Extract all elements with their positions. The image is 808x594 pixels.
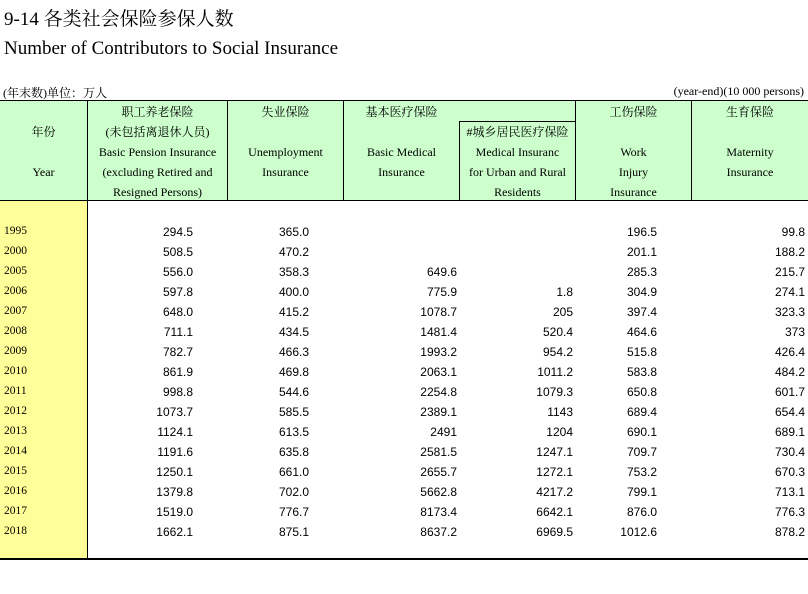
header-unemployment-en1: Unemployment: [248, 145, 323, 159]
cell-medical: 2655.7: [420, 465, 457, 479]
cell-pension: 1191.6: [157, 445, 193, 459]
cell-unemployment: 661.0: [278, 465, 309, 479]
cell-injury: 304.9: [626, 285, 657, 299]
cell-injury: 650.8: [626, 385, 657, 399]
header-maternity-cn: 生育保险: [725, 105, 774, 119]
cell-year: 2018: [4, 525, 27, 537]
header-unemployment-en2: Insurance: [262, 165, 309, 179]
cell-pension: 1250.1: [156, 465, 193, 479]
table-row: [0, 422, 808, 442]
cell-pension: 597.8: [162, 285, 193, 299]
header-injury-en1: Work: [620, 145, 647, 159]
cell-injury: 196.5: [626, 225, 657, 239]
cell-unemployment: 400.0: [278, 285, 309, 299]
cell-urban-rural: 954.2: [542, 345, 573, 359]
cell-injury: 464.6: [626, 325, 657, 339]
cell-maternity: 484.2: [774, 365, 805, 379]
cell-pension: 861.9: [162, 365, 193, 379]
header-maternity-en1: Maternity: [726, 145, 774, 159]
cell-urban-rural: 1.8: [556, 285, 573, 299]
cell-medical: 2063.1: [420, 365, 457, 379]
cell-medical: 2389.1: [420, 405, 457, 419]
cell-medical: 2581.5: [420, 445, 457, 459]
cell-urban-rural: 1204: [546, 425, 573, 439]
cell-medical: 5662.8: [420, 485, 457, 499]
cell-pension: 1379.8: [156, 485, 193, 499]
cell-maternity: 373: [784, 325, 805, 339]
header-medical-cn: 基本医疗保险: [365, 105, 438, 119]
cell-maternity: 730.4: [774, 445, 805, 459]
cell-injury: 876.0: [626, 505, 657, 519]
header-pension-cn2: (未包括离退休人员): [105, 125, 210, 139]
table-row: [0, 262, 808, 282]
cell-year: 2012: [4, 405, 27, 417]
cell-unemployment: 415.2: [278, 305, 309, 319]
cell-urban-rural: 1272.1: [536, 465, 573, 479]
unit-label-en: (year-end)(10 000 persons): [673, 84, 804, 98]
cell-pension: 711.1: [163, 325, 193, 339]
cell-pension: 1073.7: [156, 405, 193, 419]
header-pension-en3: Resigned Persons): [113, 185, 202, 199]
table-row: [0, 362, 808, 382]
header-pension-en2: (excluding Retired and: [102, 165, 213, 179]
header-year-cn: 年份: [31, 125, 56, 139]
cell-year: 2007: [4, 305, 27, 317]
cell-urban-rural: 4217.2: [536, 485, 573, 499]
cell-year: 1995: [4, 225, 27, 237]
table-row: [0, 502, 808, 522]
header-pension-cn1: 职工养老保险: [121, 105, 194, 119]
header-injury-en3: Insurance: [610, 185, 657, 199]
table-row: [0, 482, 808, 502]
header-maternity-en2: Insurance: [726, 165, 774, 179]
cell-urban-rural: 1079.3: [536, 385, 573, 399]
table-row: [0, 242, 808, 262]
cell-urban-rural: 1143: [547, 405, 573, 419]
cell-maternity: 601.7: [774, 385, 805, 399]
cell-maternity: 188.2: [774, 245, 805, 259]
cell-injury: 690.1: [626, 425, 657, 439]
table-row: [0, 302, 808, 322]
cell-year: 2015: [4, 465, 27, 477]
cell-injury: 583.8: [626, 365, 657, 379]
cell-medical: 1993.2: [420, 345, 457, 359]
table-row: [0, 442, 808, 462]
header-injury-cn: 工伤保险: [609, 105, 658, 119]
cell-unemployment: 358.3: [278, 265, 309, 279]
cell-medical: 1078.7: [420, 305, 457, 319]
cell-medical: 2254.8: [420, 385, 457, 399]
header-urban-rural-en1: Medical Insuranc: [475, 145, 560, 159]
cell-injury: 285.3: [626, 265, 657, 279]
cell-urban-rural: 520.4: [542, 325, 573, 339]
cell-unemployment: 469.8: [278, 365, 309, 379]
cell-injury: 397.4: [626, 305, 657, 319]
table-title-cn: 9-14 各类社会保险参保人数: [4, 9, 234, 30]
cell-pension: 294.5: [162, 225, 193, 239]
cell-pension: 556.0: [162, 265, 193, 279]
cell-urban-rural: 205: [552, 305, 573, 319]
cell-pension: 1124.1: [157, 425, 193, 439]
header-injury-en2: Injury: [618, 165, 649, 179]
cell-injury: 201.1: [626, 245, 657, 259]
header-urban-rural-en3: Residents: [494, 185, 541, 199]
cell-maternity: 215.7: [774, 265, 805, 279]
cell-year: 2005: [4, 265, 27, 277]
cell-unemployment: 466.3: [278, 345, 309, 359]
cell-medical: 775.9: [426, 285, 457, 299]
cell-pension: 648.0: [162, 305, 193, 319]
header-medical-en1: Basic Medical: [367, 145, 436, 159]
cell-year: 2011: [4, 385, 27, 397]
cell-year: 2008: [4, 325, 27, 337]
cell-unemployment: 635.8: [278, 445, 309, 459]
cell-medical: 8637.2: [420, 525, 457, 539]
header-year-en: Year: [32, 165, 55, 179]
cell-maternity: 274.1: [774, 285, 805, 299]
cell-unemployment: 434.5: [278, 325, 309, 339]
table-row: [0, 522, 808, 542]
cell-maternity: 713.1: [774, 485, 805, 499]
cell-maternity: 776.3: [774, 505, 805, 519]
cell-maternity: 654.4: [774, 405, 805, 419]
cell-medical: 1481.4: [420, 325, 457, 339]
cell-maternity: 426.4: [774, 345, 805, 359]
cell-injury: 515.8: [626, 345, 657, 359]
cell-maternity: 99.8: [781, 225, 805, 239]
cell-urban-rural: 1247.1: [536, 445, 573, 459]
cell-unemployment: 544.6: [278, 385, 309, 399]
table-row: [0, 342, 808, 362]
cell-injury: 799.1: [626, 485, 657, 499]
cell-pension: 508.5: [162, 245, 193, 259]
cell-unemployment: 365.0: [278, 225, 309, 239]
cell-pension: 1519.0: [156, 505, 193, 519]
cell-pension: 998.8: [162, 385, 193, 399]
cell-year: 2000: [4, 245, 27, 257]
cell-year: 2010: [4, 365, 27, 377]
cell-urban-rural: 1011.2: [537, 365, 573, 379]
bottom-rule: [0, 558, 808, 560]
cell-unemployment: 702.0: [278, 485, 309, 499]
table-row: [0, 282, 808, 302]
table-body: [0, 222, 808, 542]
cell-unemployment: 776.7: [278, 505, 309, 519]
cell-maternity: 670.3: [774, 465, 805, 479]
cell-urban-rural: 6642.1: [536, 505, 573, 519]
table-row: [0, 462, 808, 482]
header-urban-rural-en2: for Urban and Rural: [469, 165, 566, 179]
unit-label-cn: (年末数)单位：万人: [3, 86, 107, 100]
cell-medical: 8173.4: [420, 505, 457, 519]
cell-year: 2014: [4, 445, 27, 457]
cell-injury: 753.2: [626, 465, 657, 479]
header-unemployment-cn: 失业保险: [261, 105, 310, 119]
cell-pension: 1662.1: [156, 525, 193, 539]
table-title-en: Number of Contributors to Social Insurance: [4, 38, 339, 59]
cell-unemployment: 613.5: [278, 425, 309, 439]
cell-injury: 689.4: [626, 405, 657, 419]
cell-unemployment: 470.2: [278, 245, 309, 259]
cell-maternity: 323.3: [774, 305, 805, 319]
cell-medical: 649.6: [426, 265, 457, 279]
cell-maternity: 878.2: [774, 525, 805, 539]
cell-year: 2016: [4, 485, 27, 497]
header-urban-rural-cn: #城乡居民医疗保险: [466, 125, 569, 139]
cell-injury: 1012.6: [620, 525, 657, 539]
cell-year: 2013: [4, 425, 27, 437]
header-pension-en1: Basic Pension Insurance: [98, 145, 217, 159]
cell-year: 2009: [4, 345, 27, 357]
cell-pension: 782.7: [162, 345, 193, 359]
cell-year: 2017: [4, 505, 27, 517]
cell-maternity: 689.1: [774, 425, 805, 439]
table-row: [0, 402, 808, 422]
cell-unemployment: 875.1: [278, 525, 309, 539]
table-row: [0, 222, 808, 242]
table-row: [0, 322, 808, 342]
header-medical-en2: Insurance: [378, 165, 425, 179]
top-rule: [0, 100, 808, 101]
cell-year: 2006: [4, 285, 27, 297]
cell-urban-rural: 6969.5: [536, 525, 573, 539]
cell-medical: 2491: [430, 425, 457, 439]
table-row: [0, 382, 808, 402]
cell-unemployment: 585.5: [278, 405, 309, 419]
cell-injury: 709.7: [626, 445, 657, 459]
